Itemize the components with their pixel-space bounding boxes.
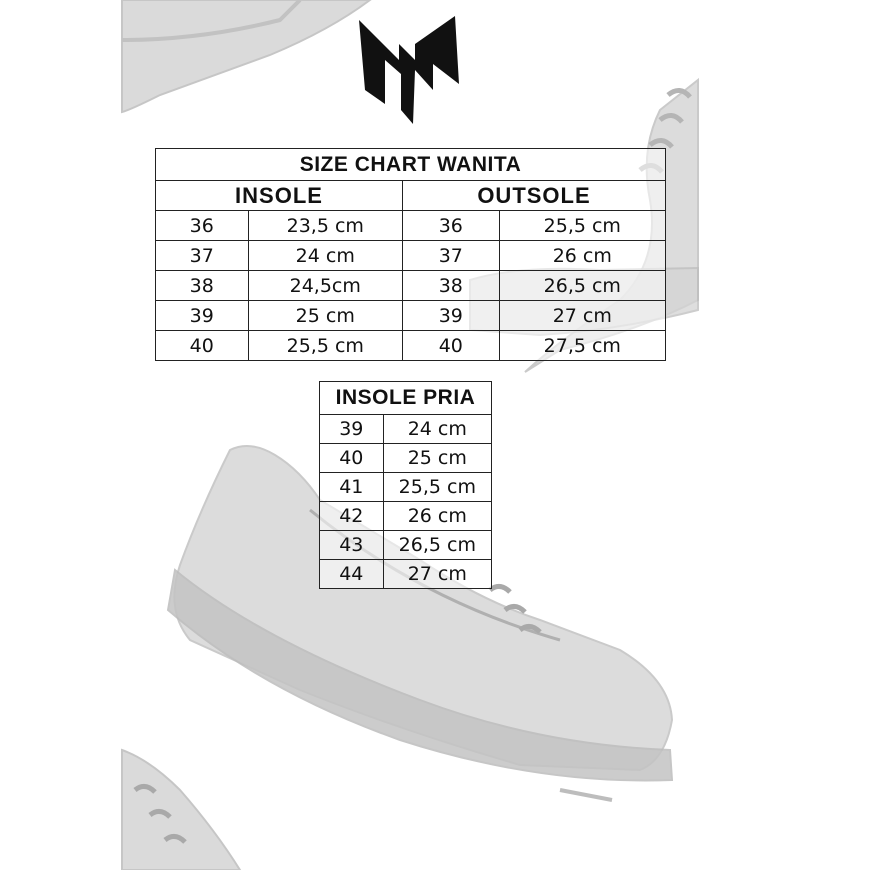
men-size-cell: 40 bbox=[320, 444, 384, 473]
table-row bbox=[156, 211, 666, 241]
table-row bbox=[320, 415, 492, 444]
men-size-cell: 43 bbox=[320, 531, 384, 560]
men-length-cell: 25 cm bbox=[383, 444, 491, 473]
men-insole-chart-table bbox=[319, 381, 492, 589]
women-size-chart-table bbox=[155, 148, 666, 361]
outsole-length-cell: 27 cm bbox=[499, 301, 665, 331]
men-length-cell: 25,5 cm bbox=[383, 473, 491, 502]
men-length-cell: 26,5 cm bbox=[383, 531, 491, 560]
outsole-size-cell: 37 bbox=[402, 241, 499, 271]
men-size-cell: 44 bbox=[320, 560, 384, 589]
outsole-header: OUTSOLE bbox=[402, 181, 665, 211]
outsole-length-cell: 26 cm bbox=[499, 241, 665, 271]
insole-length-cell: 25,5 cm bbox=[248, 331, 402, 361]
outsole-size-cell: 36 bbox=[402, 211, 499, 241]
outsole-length-cell: 26,5 cm bbox=[499, 271, 665, 301]
men-length-cell: 24 cm bbox=[383, 415, 491, 444]
insole-length-cell: 25 cm bbox=[248, 301, 402, 331]
m-monogram-logo-icon bbox=[355, 14, 465, 128]
men-size-cell: 42 bbox=[320, 502, 384, 531]
insole-length-cell: 23,5 cm bbox=[248, 211, 402, 241]
men-chart-title: INSOLE PRIA bbox=[320, 382, 492, 415]
insole-length-cell: 24,5cm bbox=[248, 271, 402, 301]
insole-size-cell: 36 bbox=[156, 211, 249, 241]
insole-size-cell: 40 bbox=[156, 331, 249, 361]
table-row bbox=[156, 301, 666, 331]
insole-size-cell: 39 bbox=[156, 301, 249, 331]
table-row bbox=[320, 473, 492, 502]
outsole-length-cell: 27,5 cm bbox=[499, 331, 665, 361]
outsole-size-cell: 40 bbox=[402, 331, 499, 361]
outsole-size-cell: 38 bbox=[402, 271, 499, 301]
men-length-cell: 27 cm bbox=[383, 560, 491, 589]
women-chart-title: SIZE CHART WANITA bbox=[156, 149, 666, 181]
table-row bbox=[156, 241, 666, 271]
men-size-cell: 41 bbox=[320, 473, 384, 502]
insole-header: INSOLE bbox=[156, 181, 403, 211]
table-row bbox=[156, 331, 666, 361]
men-size-cell: 39 bbox=[320, 415, 384, 444]
outsole-length-cell: 25,5 cm bbox=[499, 211, 665, 241]
table-row bbox=[320, 560, 492, 589]
top-left-sneaker-sketch bbox=[122, 0, 370, 112]
insole-length-cell: 24 cm bbox=[248, 241, 402, 271]
table-row bbox=[320, 502, 492, 531]
table-row bbox=[320, 444, 492, 473]
insole-size-cell: 38 bbox=[156, 271, 249, 301]
table-row bbox=[320, 531, 492, 560]
bottom-left-sneaker-sketch bbox=[122, 750, 240, 870]
outsole-size-cell: 39 bbox=[402, 301, 499, 331]
table-row bbox=[156, 271, 666, 301]
insole-size-cell: 37 bbox=[156, 241, 249, 271]
men-length-cell: 26 cm bbox=[383, 502, 491, 531]
